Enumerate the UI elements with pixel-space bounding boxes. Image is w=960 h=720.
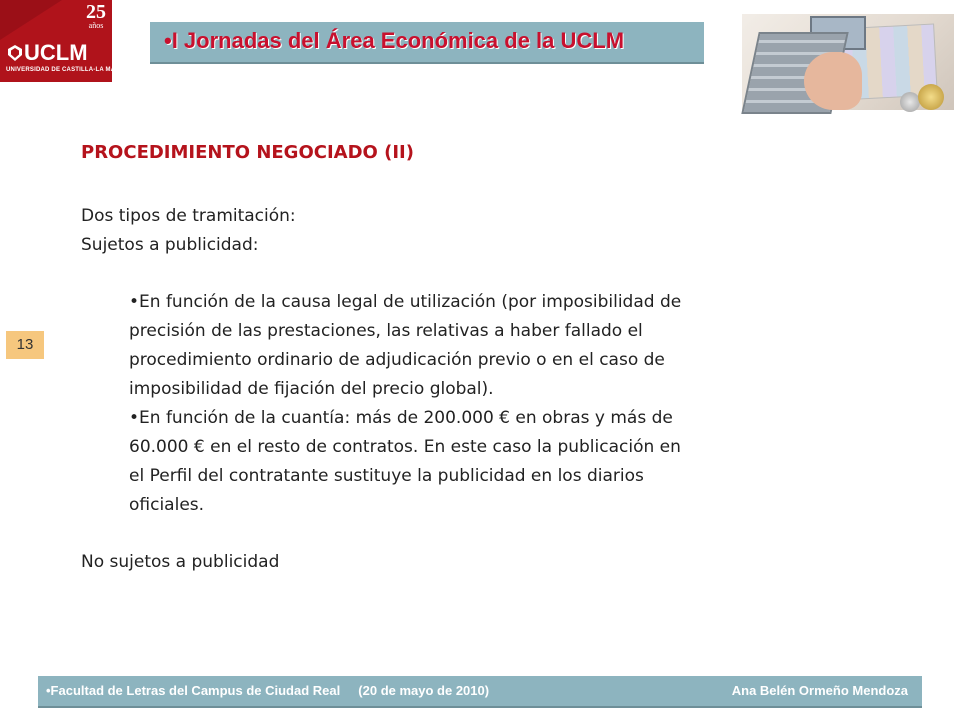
intro-line-2: Sujetos a publicidad: bbox=[81, 235, 259, 255]
hand-shape bbox=[804, 52, 862, 110]
footer-author: Ana Belén Ormeño Mendoza bbox=[731, 683, 908, 698]
logo-subtitle: UNIVERSIDAD DE CASTILLA-LA MANCHA bbox=[6, 67, 134, 73]
intro-line-1: Dos tipos de tramitación: bbox=[81, 206, 296, 226]
anniversary-number: 25 bbox=[86, 1, 106, 23]
uclm-logo bbox=[0, 0, 134, 82]
anniversary-label: años bbox=[88, 21, 104, 30]
bullet-item-legal-cause: •En función de la causa legal de utilización (por imposibilidad de precisión de las prestaciones, las relativas a haber fallado el procedimiento ordinario de adjudicación previo o en el caso de imposibilidad de fijación del precio global). bbox=[129, 292, 682, 399]
bullet-item-amount: •En función de la cuantía: más de 200.000 € en obras y más de 60.000 € en el resto de contratos. En este caso la publicación en el Perfil del contratante sustituye la publicidad en los diarios oficiales. bbox=[129, 408, 681, 515]
title-banner bbox=[150, 22, 704, 62]
anniversary-badge bbox=[86, 2, 106, 30]
coin-gold-shape bbox=[918, 84, 944, 110]
slide-content bbox=[81, 140, 721, 577]
slide-heading: PROCEDIMIENTO NEGOCIADO (II) bbox=[81, 142, 414, 163]
university-crest-icon bbox=[8, 45, 22, 61]
footer-venue-date: •Facultad de Letras del Campus de Ciudad Real (20 de mayo de 2010) bbox=[46, 683, 490, 698]
footer-bar bbox=[38, 676, 922, 706]
closing-line: No sujetos a publicidad bbox=[81, 552, 280, 572]
logo-wing-shape bbox=[0, 0, 62, 40]
presentation-title: •I Jornadas del Área Económica de la UCLM bbox=[164, 28, 625, 53]
logo-brand-text: UCLM bbox=[24, 40, 88, 65]
bullet-list bbox=[129, 288, 694, 520]
coin-silver-shape bbox=[900, 92, 920, 112]
finance-photo bbox=[742, 14, 954, 110]
logo-brand bbox=[8, 40, 88, 66]
slide-number: 13 bbox=[6, 331, 44, 359]
